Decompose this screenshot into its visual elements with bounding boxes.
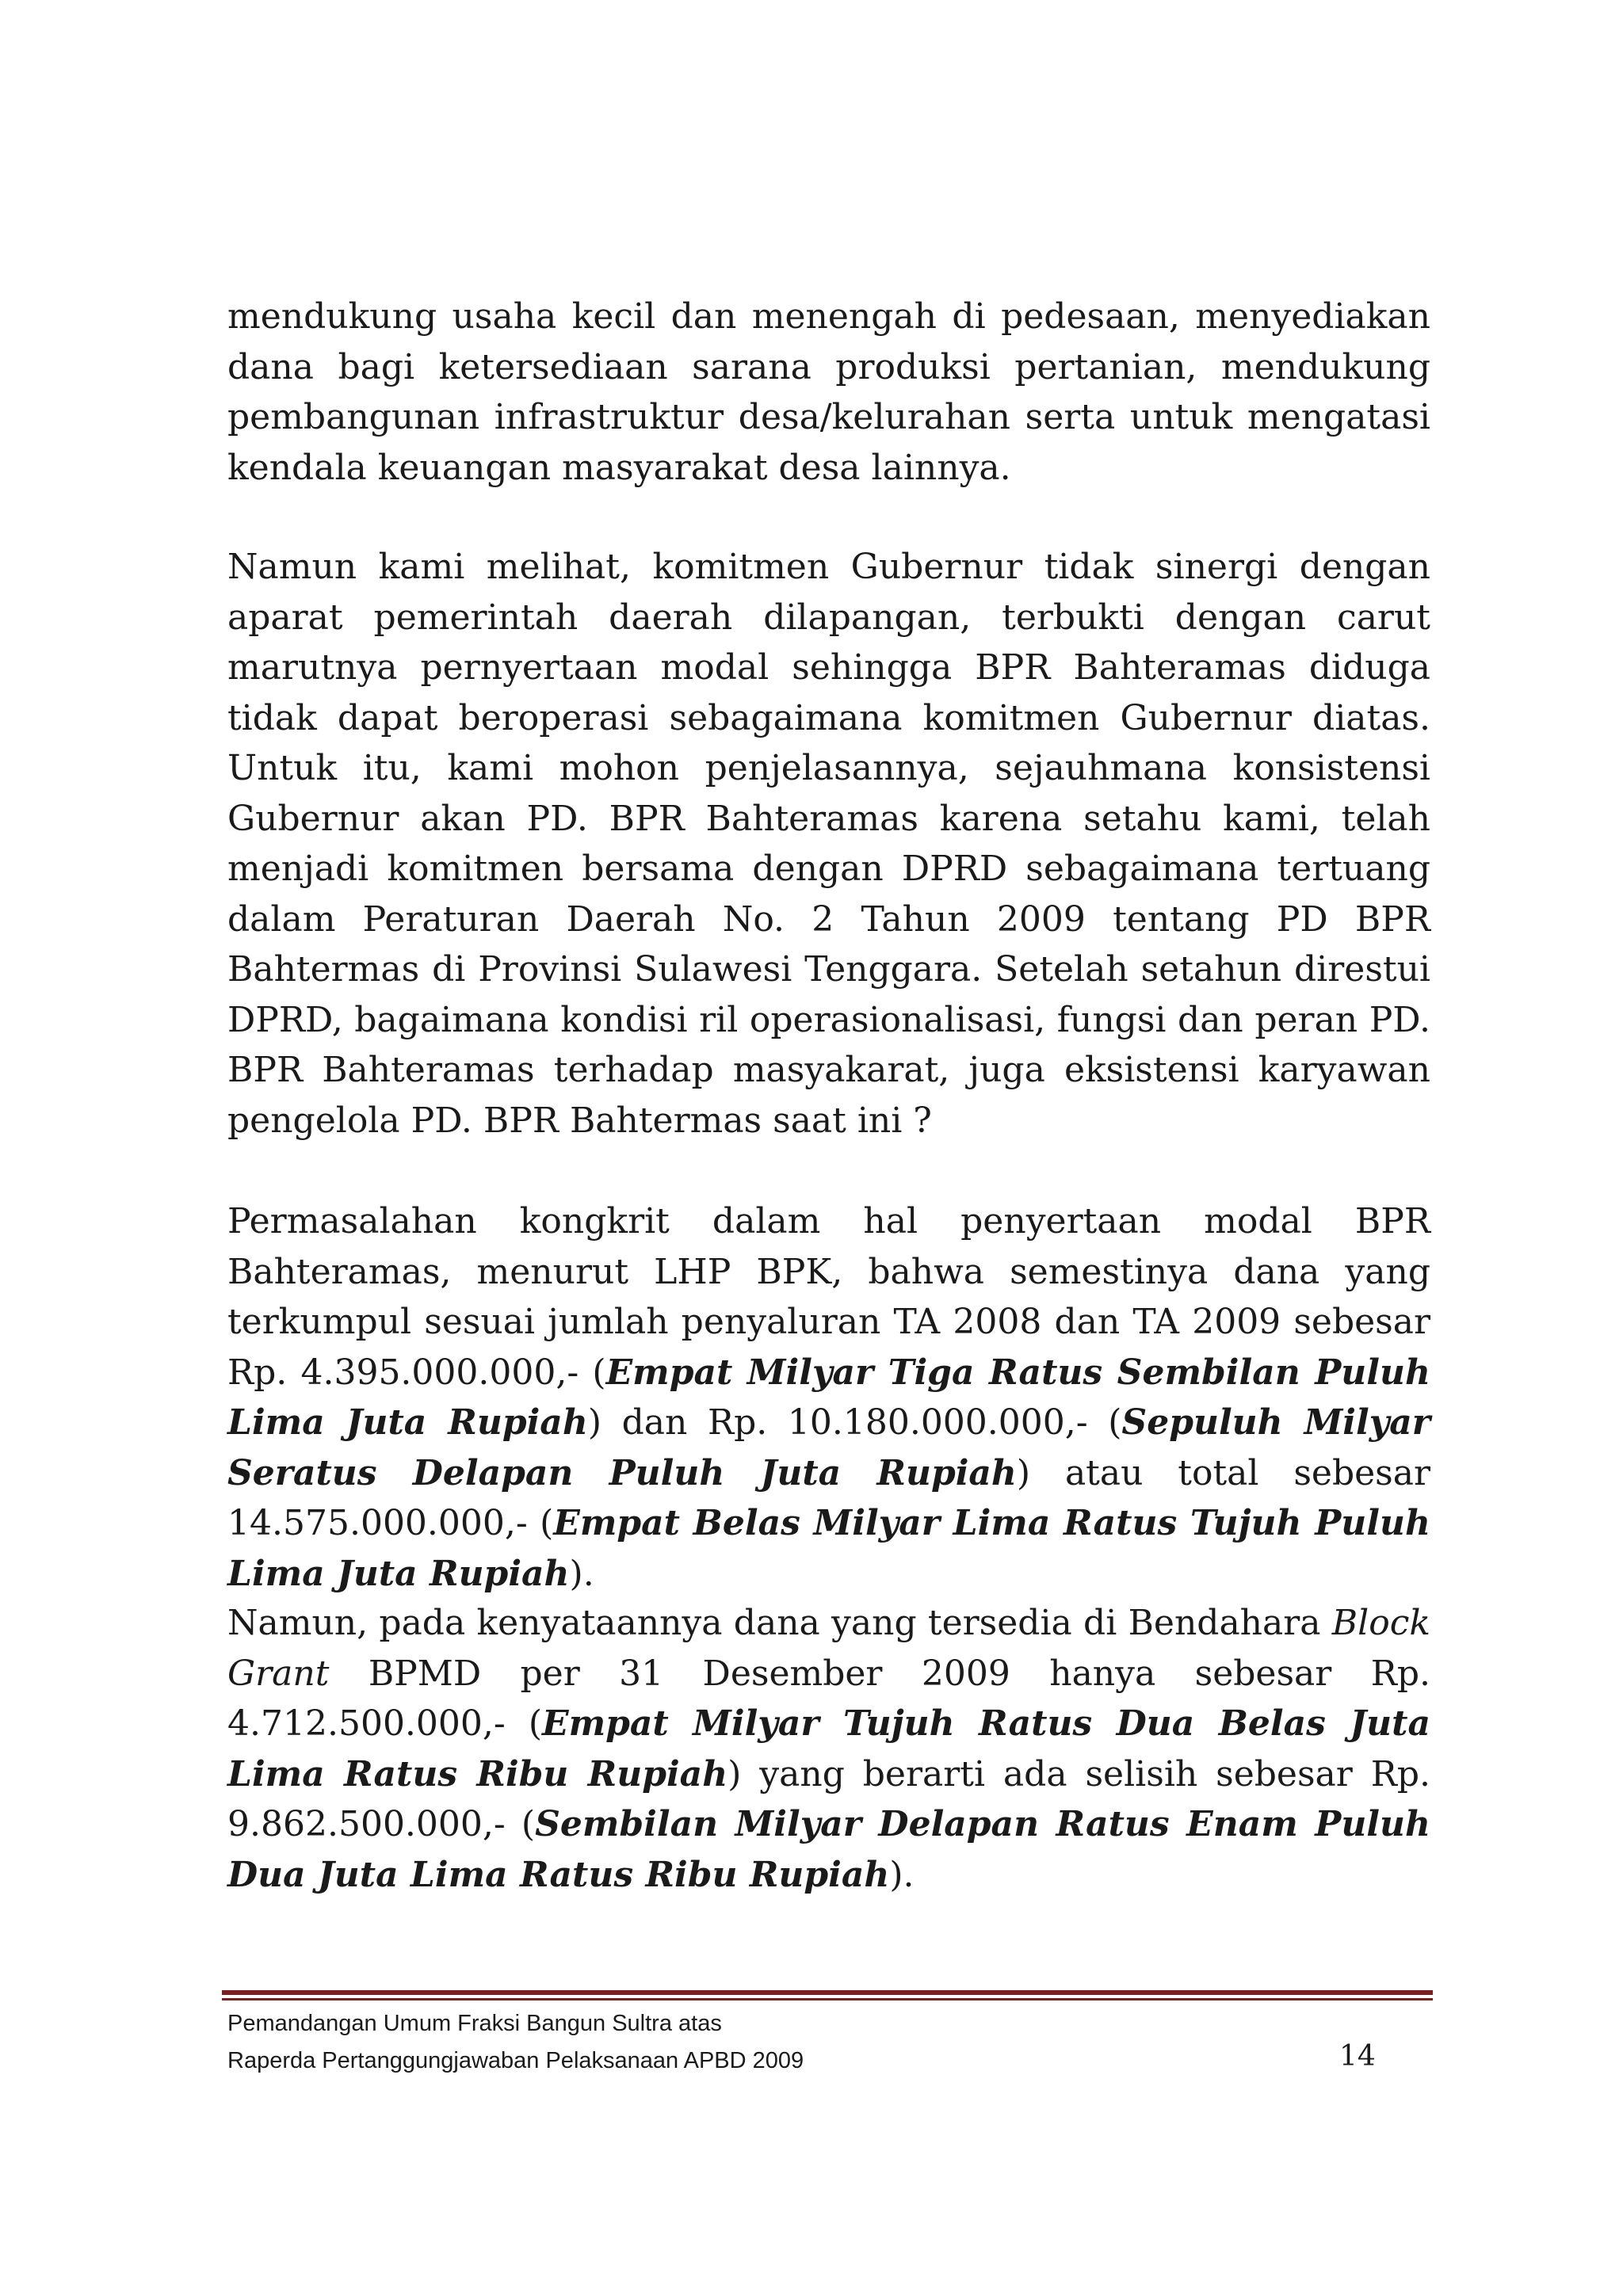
paragraph-4-amount-words-1: Empat Milyar Tujuh Ratus Dua Belas Juta Lima Ratus Ribu Rupiah: [227, 1703, 1430, 1794]
page-number: 14: [1339, 2040, 1376, 2073]
paragraph-3-text-2: ) dan Rp. 10.180.000.000,- (: [587, 1402, 1122, 1443]
footer-divider-thick-line: [222, 1990, 1433, 1995]
paragraph-3: [227, 1196, 1430, 1599]
paragraph-4-text-2: BPMD per 31 Desember 2009 hanya sebesar Rp. 4.712.500.000,- (: [227, 1653, 1430, 1744]
footer-title-line-2: Raperda Pertanggungjawaban Pelaksanaan APBD 2009: [227, 2048, 804, 2073]
paragraph-4-italic-term: Block Grant: [227, 1603, 1430, 1694]
paragraph-3-amount-words-3: Empat Belas Milyar Lima Ratus Tujuh Puluh Lima Juta Rupiah: [227, 1503, 1430, 1594]
paragraph-2: Namun kami melihat, komitmen Gubernur tidak sinergi dengan aparat pemerintah daerah dilapangan, terbukti dengan carut marutnya pernyertaan modal sehingga BPR Bahteramas diduga tidak dapat beroperasi sebagaimana komitmen Gubernur diatas. Untuk itu, kami mohon penjelasannya, sejauhmana konsistensi Gubernur akan PD. BPR Bahteramas karena setahu kami, telah menjadi komitmen bersama dengan DPRD sebagaimana tertuang dalam Peraturan Daerah No. 2 Tahun 2009 tentang PD BPR Bahtermas di Provinsi Sulawesi Tenggara. Setelah setahun direstui DPRD, bagaimana kondisi ril operasionalisasi, fungsi dan peran PD. BPR Bahteramas terhadap masyakarat, juga eksistensi karyawan pengelola PD. BPR Bahtermas saat ini ?: [227, 547, 1430, 1141]
paragraph-1: mendukung usaha kecil dan menengah di pedesaan, menyediakan dana bagi ketersediaan sarana produksi pertanian, mendukung pembangunan infrastruktur desa/kelurahan serta untuk mengatasi kendala keuangan masyarakat desa lainnya.: [227, 296, 1430, 488]
footer-divider-thin-line: [222, 1998, 1433, 2000]
paragraph-3-amount-words-1: Empat Milyar Tiga Ratus Sembilan Puluh Lima Juta Rupiah: [227, 1352, 1430, 1443]
footer-title-line-1: Pemandangan Umum Fraksi Bangun Sultra atas: [227, 2011, 722, 2036]
paragraph-4-text-3: ) yang berarti ada selisih sebesar Rp. 9.862.500.000,- (: [227, 1753, 1430, 1844]
paragraph-4-text-4: ).: [889, 1854, 915, 1895]
footer-divider: [222, 1990, 1433, 2003]
paragraph-3-amount-words-2: Sepuluh Milyar Seratus Delapan Puluh Juta Rupiah: [227, 1402, 1430, 1493]
paragraph-4-text-1: Namun, pada kenyataannya dana yang tersedia di Bendahara: [227, 1603, 1332, 1643]
paragraph-3-text-3: ) atau total sebesar 14.575.000.000,- (: [227, 1452, 1430, 1543]
paragraph-4-amount-words-2: Sembilan Milyar Delapan Ratus Enam Puluh Dua Juta Lima Ratus Ribu Rupiah: [227, 1804, 1431, 1895]
paragraph-4: [227, 1598, 1430, 1900]
paragraph-3-text-1: Permasalahan kongkrit dalam hal penyertaan modal BPR Bahteramas, menurut LHP BPK, bahwa semestinya dana yang terkumpul sesuai jumlah penyaluran TA 2008 dan TA 2009 sebesar Rp. 4.395.000.000,- (: [227, 1201, 1430, 1393]
paragraph-3-text-4: ).: [569, 1553, 594, 1594]
